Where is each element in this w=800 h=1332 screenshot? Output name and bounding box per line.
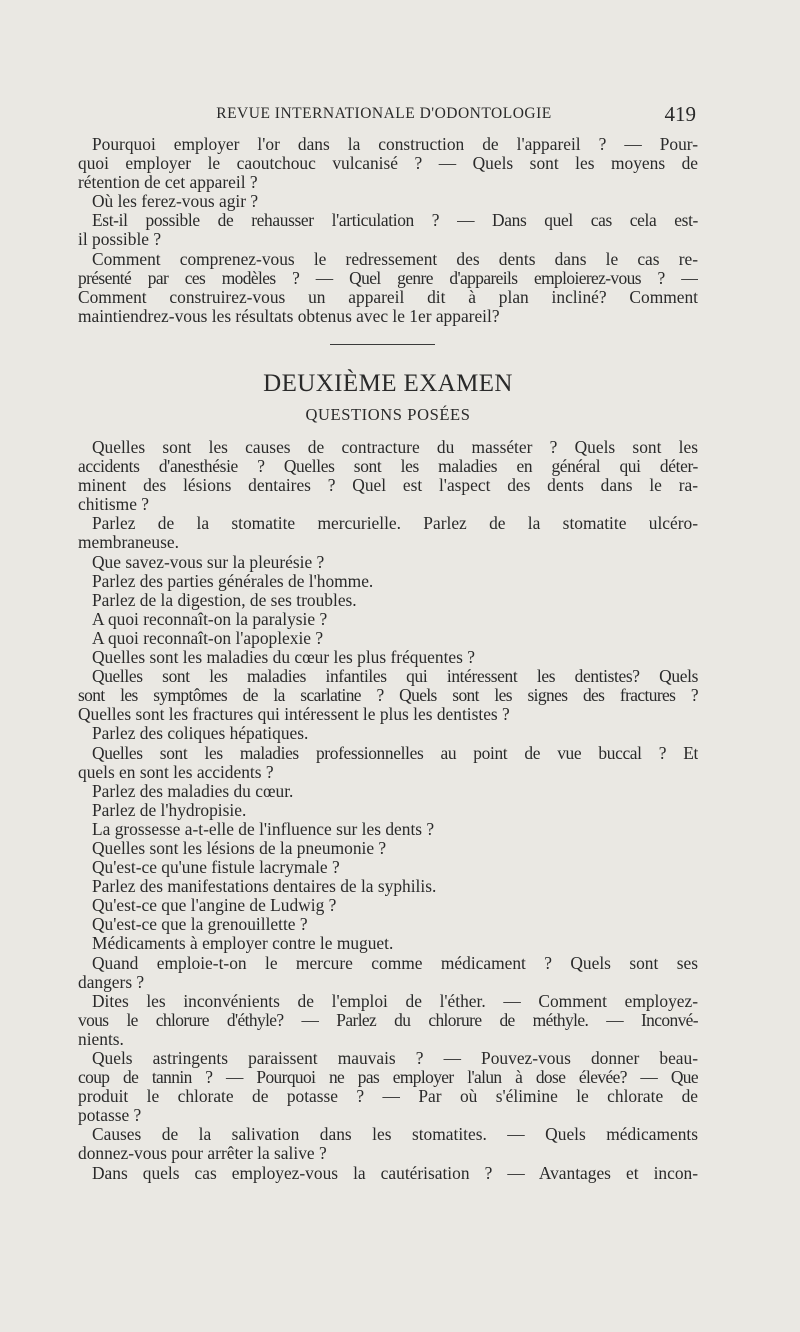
text-line: Pourquoi employer l'or dans la construction de l'appareil ? — Pour- [92,135,698,154]
text-line: coup de tannin ? — Pourquoi ne pas employer l'alun à dose élevée? — Que [78,1068,698,1088]
text-line: Parlez des maladies du cœur. [92,781,294,801]
text-line: Parlez de la digestion, de ses troubles. [92,590,357,610]
text-line: A quoi reconnaît-on la paralysie ? [92,609,328,629]
text-line: Est-il possible de rehausser l'articulation ? — Dans quel cas cela est- [92,211,698,231]
text-line: Médicaments à employer contre le muguet. [92,934,394,954]
text-line: Quelles sont les causes de contracture du masséter ? Quels sont les [92,438,698,457]
text-line: potasse ? [78,1106,142,1126]
text-line: Quelles sont les maladies professionnelles au point de vue buccal ? Et [92,743,698,763]
text-line: vous le chlorure d'éthyle? — Parlez du chlorure de méthyle. — Inconvé- [78,1010,698,1030]
intro-paragraphs [78,135,698,326]
text-line: Quels astringents paraissent mauvais ? — Pouvez-vous donner beau- [92,1049,698,1068]
text-line: Causes de la salivation dans les stomatites. — Quels médicaments [92,1125,698,1145]
text-line: dangers ? [78,972,145,992]
text-line: accidents d'anesthésie ? Quelles sont les maladies en général qui déter- [78,457,698,477]
section-subtitle: QUESTIONS POSÉES [305,405,471,424]
text-line: Quelles sont les fractures qui intéressent le plus les dentistes ? [78,705,510,725]
running-title: REVUE INTERNATIONALE D'ODONTOLOGIE [216,105,552,122]
text-line: présenté par ces modèles ? — Quel genre d'appareils emploierez-vous ? — [78,268,698,288]
text-line: Parlez de la stomatite mercurielle. Parlez de la stomatite ulcéro- [92,514,698,534]
text-line: Où les ferez-vous agir ? [92,192,259,212]
text-line: Quelles sont les lésions de la pneumonie ? [92,838,387,858]
text-line: Qu'est-ce que l'angine de Ludwig ? [92,896,337,916]
text-line: Parlez des parties générales de l'homme. [92,571,374,591]
text-line: Que savez-vous sur la pleurésie ? [92,552,325,572]
text-line: chitisme ? [78,495,149,515]
text-line: Dites les inconvénients de l'emploi de l'éther. — Comment employez- [92,991,698,1011]
text-line: produit le chlorate de potasse ? — Par où s'élimine le chlorate de [78,1087,698,1107]
text-line: nients. [78,1029,124,1049]
text-line: membraneuse. [78,533,179,553]
text-line: Parlez de l'hydropisie. [92,800,247,820]
text-line: Quand emploie-t-on le mercure comme médicament ? Quels sont ses [92,953,698,973]
text-line: sont les symptômes de la scarlatine ? Quels sont les signes des fractures ? [78,686,698,706]
text-line: Comment comprenez-vous le redressement des dents dans le cas re- [92,249,698,269]
text-line: quels en sont les accidents ? [78,762,274,782]
text-line: Quelles sont les maladies du cœur les plus fréquentes ? [92,648,475,668]
page-number: 419 [664,102,696,126]
text-line: Qu'est-ce qu'une fistule lacrymale ? [92,858,340,878]
section-divider [330,344,435,345]
questions-list [78,438,698,1183]
text-line: Parlez des coliques hépatiques. [92,724,309,744]
text-line: Comment construirez-vous un appareil dit à plan incliné? Comment [78,287,698,307]
text-line: Parlez des manifestations dentaires de la syphilis. [92,877,437,897]
text-line: Dans quels cas employez-vous la cautérisation ? — Avantages et incon- [92,1163,698,1183]
text-line: rétention de cet appareil ? [78,173,258,193]
section-title: DEUXIÈME EXAMEN [263,370,513,397]
text-line: maintiendrez-vous les résultats obtenus avec le 1er appareil? [78,306,500,326]
text-line: quoi employer le caoutchouc vulcanisé ? — Quels sont les moyens de [78,154,698,174]
text-line: A quoi reconnaît-on l'apoplexie ? [92,628,324,648]
text-line: La grossesse a-t-elle de l'influence sur les dents ? [92,819,435,839]
running-header [78,103,698,129]
text-line: Quelles sont les maladies infantiles qui intéressent les dentistes? Quels [92,667,698,687]
text-line: minent des lésions dentaires ? Quel est l'aspect des dents dans le ra- [78,476,698,496]
text-line: donnez-vous pour arrêter la salive ? [78,1144,327,1164]
text-line: Qu'est-ce que la grenouillette ? [92,915,308,935]
text-line: il possible ? [78,230,162,250]
